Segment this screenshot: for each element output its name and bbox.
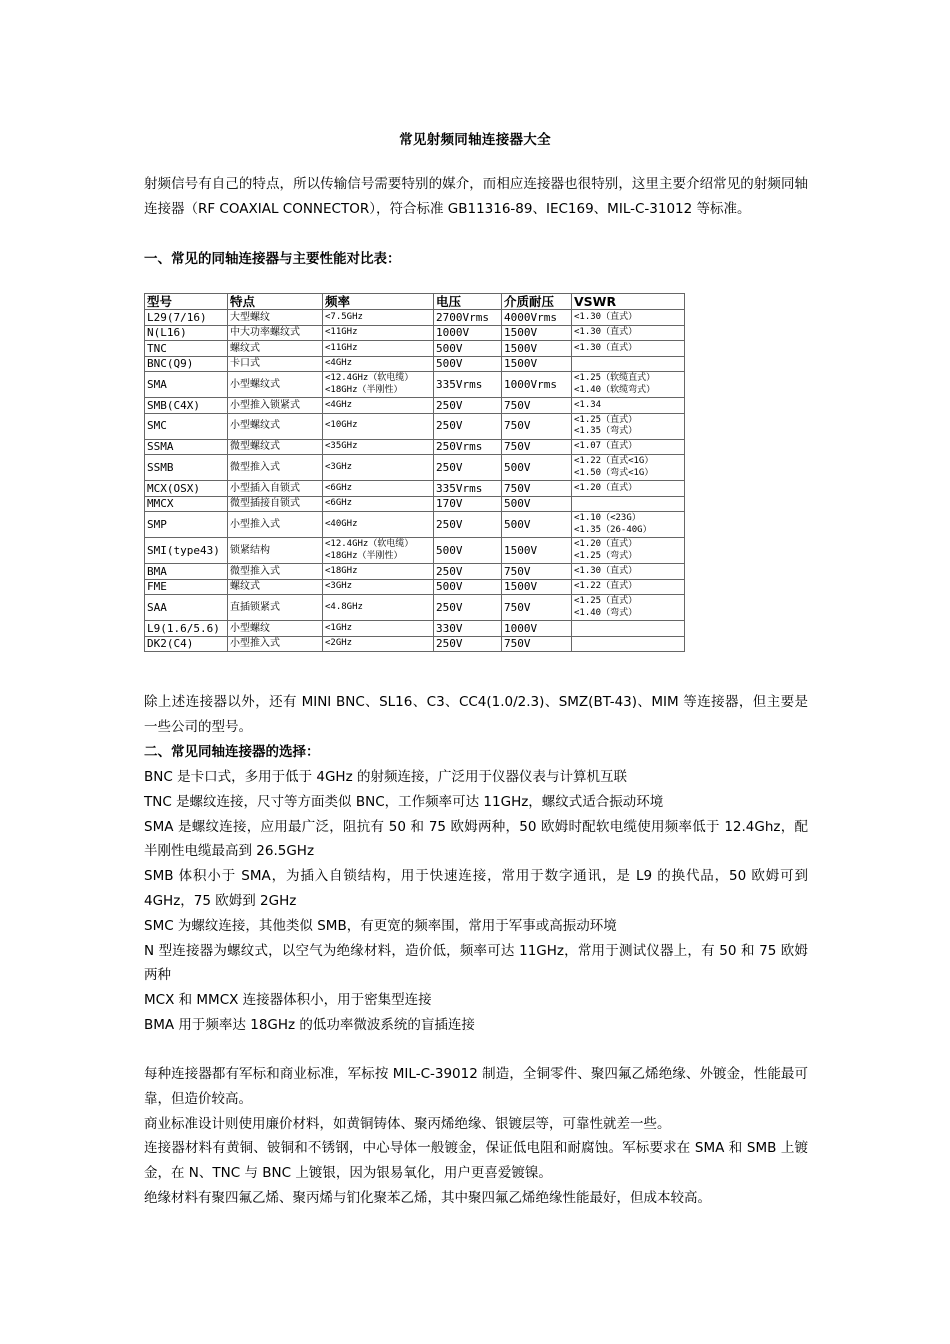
table-cell-model: SMI(type43)	[145, 538, 228, 564]
table-cell-line: <1.40（弯式）	[574, 607, 638, 618]
table-cell-voltage: 500V	[434, 538, 502, 564]
table-cell-model: N(L16)	[145, 325, 228, 341]
header-cell: VSWR	[572, 294, 685, 310]
table-cell-vswr	[572, 579, 685, 595]
table-row	[145, 579, 685, 595]
table-row	[145, 455, 685, 481]
table-cell-vswr	[572, 310, 685, 326]
table-cell-line: <12.4GHz（软电缆）	[325, 539, 414, 549]
table-cell-line: <18GHz（半刚性）	[325, 384, 403, 395]
table-cell-line: <1.34	[574, 399, 602, 410]
table-row	[145, 413, 685, 439]
table-cell-line: <1.22（直式<1G）	[574, 456, 654, 466]
table-cell-withstand: 1500V	[502, 341, 572, 357]
table-cell-withstand: 500V	[502, 512, 572, 538]
closing-paragraphs	[144, 1062, 808, 1211]
table-cell-vswr	[572, 325, 685, 341]
table-cell-feature: 小型推入锁紧式	[228, 398, 323, 414]
table-cell-vswr	[572, 413, 685, 439]
table-cell-withstand: 500V	[502, 455, 572, 481]
table-cell-voltage: 250V	[434, 398, 502, 414]
table-cell-withstand: 750V	[502, 413, 572, 439]
table-cell-feature: 微型推入式	[228, 455, 323, 481]
table-cell-freq	[323, 455, 434, 481]
closing-paragraph: 连接器材料有黄铜、铍铜和不锈钢，中心导体一般镀金，保证低电阻和耐腐蚀。军标要求在 SMA 和 SMB 上镀金，在 N、TNC 与 BNC 上镀银，因为银易氧化，用户更喜爱镀镍。	[144, 1140, 808, 1182]
table-cell-feature: 微型插接自锁式	[228, 496, 323, 512]
table-row	[145, 341, 685, 357]
table-cell-line: <1.30（直式）	[574, 327, 638, 337]
table-row	[145, 398, 685, 414]
table-cell-line: <1.35（26-40G）	[574, 524, 652, 535]
table-cell-voltage: 335Vrms	[434, 372, 502, 398]
table-cell-line: <4GHz	[325, 358, 353, 368]
table-cell-withstand: 4000Vrms	[502, 310, 572, 326]
table-cell-line: <7.5GHz	[325, 311, 363, 322]
table-cell-line: <1.25（直式）	[574, 414, 638, 425]
table-cell-vswr	[572, 496, 685, 512]
table-cell-voltage: 335Vrms	[434, 481, 502, 497]
table-cell-voltage: 500V	[434, 341, 502, 357]
table-cell-vswr	[572, 481, 685, 497]
table-cell-line: <1.20（直式）	[574, 539, 638, 549]
table-cell-feature: 卡口式	[228, 356, 323, 372]
table-cell-voltage: 2700Vrms	[434, 310, 502, 326]
table-cell-line: <1.40（软缆弯式）	[574, 384, 656, 395]
table-cell-voltage: 170V	[434, 496, 502, 512]
table-cell-model: MCX(OSX)	[145, 481, 228, 497]
table-cell-line: <1.50（弯式<1G）	[574, 467, 654, 478]
table-cell-line: <18GHz	[325, 565, 358, 576]
table-cell-freq	[323, 496, 434, 512]
table-row	[145, 439, 685, 455]
connector-comparison-table	[144, 293, 685, 652]
table-cell-model: SAA	[145, 595, 228, 621]
selection-list	[144, 765, 808, 1038]
table-cell-feature: 小型螺纹式	[228, 372, 323, 398]
table-cell-model: BNC(Q9)	[145, 356, 228, 372]
table-cell-feature: 螺纹式	[228, 341, 323, 357]
table-cell-withstand: 750V	[502, 439, 572, 455]
table-cell-model: DK2(C4)	[145, 636, 228, 652]
table-row	[145, 595, 685, 621]
table-cell-freq	[323, 341, 434, 357]
table-cell-line: <3GHz	[325, 581, 353, 591]
table-cell-line: <6GHz	[325, 482, 353, 493]
table-cell-line: <10GHz	[325, 420, 358, 431]
table-cell-withstand: 750V	[502, 564, 572, 580]
table-cell-voltage: 500V	[434, 356, 502, 372]
table-cell-line: <1GHz	[325, 622, 353, 633]
table-cell-freq	[323, 621, 434, 637]
table-cell-withstand: 1000Vrms	[502, 372, 572, 398]
table-header-row	[145, 294, 685, 310]
table-cell-line: <1.25（直式）	[574, 596, 638, 606]
table-cell-feature: 小型推入式	[228, 512, 323, 538]
table-cell-line: <1.20（直式）	[574, 482, 638, 493]
table-row	[145, 538, 685, 564]
section-heading-comparison: 一、常见的同轴连接器与主要性能对比表：	[144, 251, 401, 267]
table-cell-voltage: 250V	[434, 636, 502, 652]
table-cell-feature: 直插锁紧式	[228, 595, 323, 621]
table-cell-freq	[323, 325, 434, 341]
table-cell-line: <1.25（软缆直式）	[574, 373, 656, 383]
table-cell-line: <11GHz	[325, 342, 358, 353]
selection-item: MCX 和 MMCX 连接器体积小，用于密集型连接	[144, 992, 432, 1009]
table-cell-model: L29(7/16)	[145, 310, 228, 326]
table-cell-line: <4GHz	[325, 399, 353, 410]
table-cell-model: SSMB	[145, 455, 228, 481]
table-cell-vswr	[572, 439, 685, 455]
table-cell-feature: 小型螺纹式	[228, 413, 323, 439]
table-row	[145, 356, 685, 372]
table-cell-line: <2GHz	[325, 638, 353, 648]
table-cell-feature: 小型插入自锁式	[228, 481, 323, 497]
table-cell-freq	[323, 512, 434, 538]
table-cell-line: <1.30（直式）	[574, 342, 638, 353]
table-row	[145, 512, 685, 538]
selection-item: TNC 是螺纹连接，尺寸等方面类似 BNC，工作频率可达 11GHz，螺纹式适合振动环境	[144, 793, 664, 810]
intro-paragraph: 射频信号有自己的特点，所以传输信号需要特别的媒介，而相应连接器也很特别，这里主要介绍常见的射频同轴连接器（RF COAXIAL CONNECTOR），符合标准 GB11316-89、IEC169、MIL-C-31012 等标准。	[144, 176, 808, 217]
table-cell-line: <6GHz	[325, 498, 353, 508]
header-cell: 频率	[323, 294, 434, 310]
table-cell-model: MMCX	[145, 496, 228, 512]
table-cell-freq	[323, 481, 434, 497]
table-cell-freq	[323, 413, 434, 439]
table-cell-line: <3GHz	[325, 461, 353, 472]
table-row	[145, 496, 685, 512]
table-cell-voltage: 250V	[434, 455, 502, 481]
table-cell-vswr	[572, 341, 685, 357]
table-cell-model: SMP	[145, 512, 228, 538]
table-cell-model: FME	[145, 579, 228, 595]
table-row	[145, 325, 685, 341]
table-cell-freq	[323, 595, 434, 621]
table-cell-line: <12.4GHz（软电缆）	[325, 373, 414, 383]
table-cell-model: TNC	[145, 341, 228, 357]
table-cell-feature: 中大功率螺纹式	[228, 325, 323, 341]
table-cell-freq	[323, 538, 434, 564]
table-cell-line: <1.10（<23G）	[574, 513, 641, 523]
table-cell-line: <4.8GHz	[325, 601, 363, 612]
selection-item: SMB 体积小于 SMA，为插入自锁结构，用于快速连接，常用于数字通讯，是 L9 的换代品，50 欧姆可到 4GHz，75 欧姆到 2GHz	[144, 868, 808, 909]
table-cell-withstand: 750V	[502, 595, 572, 621]
table-cell-freq	[323, 398, 434, 414]
table-cell-model: SMA	[145, 372, 228, 398]
table-cell-withstand: 1500V	[502, 538, 572, 564]
table-cell-vswr	[572, 636, 685, 652]
table-cell-vswr	[572, 398, 685, 414]
table-cell-withstand: 1500V	[502, 325, 572, 341]
table-cell-voltage: 250V	[434, 512, 502, 538]
selection-item: SMA 是螺纹连接，应用最广泛，阻抗有 50 和 75 欧姆两种，50 欧姆时配软电缆使用频率低于 12.4Ghz，配半刚性电缆最高到 26.5GHz	[144, 818, 808, 860]
table-cell-line: <1.30（直式）	[574, 311, 638, 322]
table-cell-freq	[323, 579, 434, 595]
table-cell-feature: 微型螺纹式	[228, 439, 323, 455]
table-cell-vswr	[572, 356, 685, 372]
table-cell-freq	[323, 372, 434, 398]
table-cell-model: L9(1.6/5.6)	[145, 621, 228, 637]
table-cell-line: <11GHz	[325, 327, 358, 337]
table-cell-voltage: 250V	[434, 564, 502, 580]
closing-paragraph: 商业标准设计则使用廉价材料，如黄铜铸体、聚丙烯绝缘、银镀层等，可靠性就差一些。	[144, 1115, 671, 1132]
table-cell-line: <1.35（弯式）	[574, 426, 638, 436]
section-heading-selection: 二、常见同轴连接器的选择：	[144, 744, 320, 760]
table-row	[145, 481, 685, 497]
table-cell-feature: 螺纹式	[228, 579, 323, 595]
table-cell-line: <1.07（直式）	[574, 441, 638, 451]
table-cell-model: SMC	[145, 413, 228, 439]
table-row	[145, 372, 685, 398]
table-cell-withstand: 750V	[502, 481, 572, 497]
table-cell-feature: 大型螺纹	[228, 310, 323, 326]
table-cell-withstand: 1500V	[502, 356, 572, 372]
table-cell-vswr	[572, 564, 685, 580]
table-cell-freq	[323, 564, 434, 580]
closing-paragraph: 绝缘材料有聚四氟乙烯、聚丙烯与钔化聚苯乙烯，其中聚四氟乙烯绝缘性能最好，但成本较高。	[144, 1189, 711, 1206]
selection-item: BNC 是卡口式，多用于低于 4GHz 的射频连接，广泛用于仪器仪表与计算机互联	[144, 769, 627, 785]
table-cell-feature: 微型推入式	[228, 564, 323, 580]
table-cell-feature: 小型螺纹	[228, 621, 323, 637]
table-cell-line: <40GHz	[325, 518, 358, 529]
table-cell-voltage: 250V	[434, 595, 502, 621]
table-cell-line: <35GHz	[325, 441, 358, 451]
table-cell-freq	[323, 310, 434, 326]
table-cell-freq	[323, 356, 434, 372]
table-cell-vswr	[572, 595, 685, 621]
table-cell-vswr	[572, 621, 685, 637]
table-cell-withstand: 1500V	[502, 579, 572, 595]
table-cell-line: <1.30（直式）	[574, 565, 638, 576]
header-cell: 电压	[434, 294, 502, 310]
table-cell-line: <1.22（直式）	[574, 581, 638, 591]
table-row	[145, 310, 685, 326]
table-cell-model: SMB(C4X)	[145, 398, 228, 414]
table-row	[145, 636, 685, 652]
selection-item: SMC 为螺纹连接，其他类似 SMB，有更宽的频率围，常用于军事或高振动环境	[144, 917, 617, 934]
table-cell-voltage: 330V	[434, 621, 502, 637]
selection-item: N 型连接器为螺纹式，以空气为绝缘材料，造价低，频率可达 11GHz，常用于测试仪器上，有 50 和 75 欧姆两种	[144, 942, 808, 984]
selection-item: BMA 用于频率达 18GHz 的低功率微波系统的盲插连接	[144, 1016, 475, 1033]
table-cell-voltage: 250V	[434, 413, 502, 439]
table-cell-feature: 锁紧结构	[228, 538, 323, 564]
table-cell-voltage: 250Vrms	[434, 439, 502, 455]
after-table-paragraph: 除上述连接器以外，还有 MINI BNC、SL16、C3、CC4(1.0/2.3)、SMZ(BT-43)、MIM 等连接器，但主要是一些公司的型号。	[144, 694, 808, 735]
table-cell-vswr	[572, 512, 685, 538]
table-cell-withstand: 1000V	[502, 621, 572, 637]
table-cell-voltage: 1000V	[434, 325, 502, 341]
page-title: 常见射频同轴连接器大全	[399, 132, 551, 148]
table-cell-voltage: 500V	[434, 579, 502, 595]
table-cell-line: <1.25（弯式）	[574, 550, 638, 561]
table-cell-withstand: 750V	[502, 398, 572, 414]
table-cell-withstand: 750V	[502, 636, 572, 652]
header-cell: 介质耐压	[502, 294, 572, 310]
header-cell: 特点	[228, 294, 323, 310]
closing-paragraph: 每种连接器都有军标和商业标准，军标按 MIL-C-39012 制造，全铜零件、聚四氟乙烯绝缘、外镀金，性能最可靠，但造价较高。	[144, 1066, 808, 1107]
header-cell: 型号	[145, 294, 228, 310]
table-cell-model: SSMA	[145, 439, 228, 455]
table-row	[145, 564, 685, 580]
table-cell-vswr	[572, 455, 685, 481]
table-row	[145, 621, 685, 637]
table-cell-freq	[323, 636, 434, 652]
table-cell-vswr	[572, 538, 685, 564]
table-cell-line: <18GHz（半刚性）	[325, 550, 403, 561]
table-cell-withstand: 500V	[502, 496, 572, 512]
table-cell-model: BMA	[145, 564, 228, 580]
table-cell-vswr	[572, 372, 685, 398]
table-cell-freq	[323, 439, 434, 455]
table-cell-feature: 小型推入式	[228, 636, 323, 652]
